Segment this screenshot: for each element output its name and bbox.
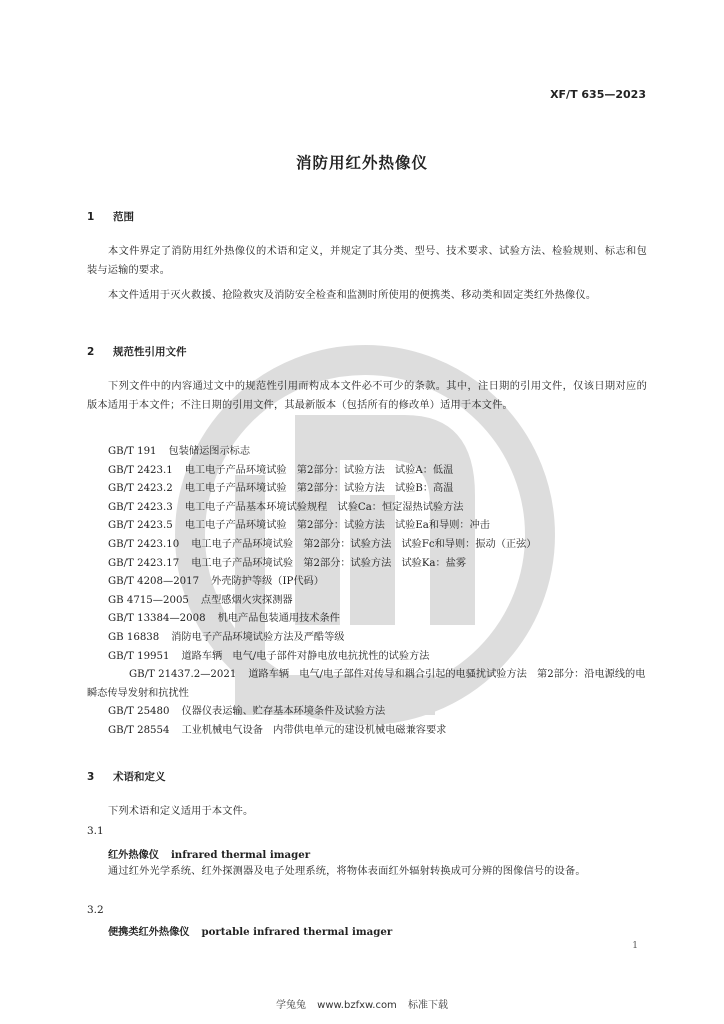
term-chinese: 红外热像仪 — [108, 850, 159, 861]
section-number: 2 — [87, 346, 95, 358]
term-number: 3.1 — [87, 825, 104, 837]
reference-item: GB/T 2423.3 电工电子产品基本环境试验规程 试验Ca：恒定湿热试验方法 — [108, 501, 464, 513]
term-english: portable infrared thermal imager — [201, 926, 393, 938]
normative-references-list — [87, 443, 653, 741]
term-number: 3.2 — [87, 904, 104, 916]
reference-item: GB/T 2423.2 电工电子产品环境试验 第2部分：试验方法 试验B：高温 — [108, 483, 454, 495]
section-3-paragraph-1: 下列术语和定义适用于本文件。 — [108, 806, 254, 817]
reference-item: GB/T 2423.17 电工电子产品环境试验 第2部分：试验方法 试验Ka：盐雾 — [108, 557, 467, 569]
term-english: infrared thermal imager — [170, 849, 311, 861]
term-heading — [108, 923, 392, 938]
section-title: 规范性引用文件 — [113, 346, 187, 358]
footer-site-name: 学兔兔 — [275, 1000, 306, 1011]
reference-item: GB/T 28554 工业机械电气设备 内带供电单元的建设机械电磁兼容要求 — [108, 724, 447, 736]
term-chinese: 便携类红外热像仪 — [108, 927, 190, 938]
reference-item: GB 4715—2005 点型感烟火灾探测器 — [108, 594, 293, 606]
section-2-paragraph-1: 下列文件中的内容通过文中的规范性引用而构成本文件必不可少的条款。其中，注日期的引用文件，仅该日期对应的版本适用于本文件；不注日期的引用文件，其最新版本（包括所有的修改单）适用于本文件。 — [87, 381, 647, 411]
reference-item: GB/T 2423.5 电工电子产品环境试验 第2部分：试验方法 试验Ea和导则：冲击 — [108, 520, 490, 532]
term-definition: 通过红外光学系统、红外探测器及电子处理系统，将物体表面红外辐射转换成可分辨的图像信号的设备。 — [108, 866, 586, 877]
section-1-paragraph-2: 本文件适用于灭火救援、抢险救灾及消防安全检查和监测时所使用的便携类、移动类和固定类红外热像仪。 — [108, 290, 597, 301]
reference-item: GB/T 191 包装储运图示标志 — [108, 446, 251, 457]
term-heading — [108, 846, 310, 861]
section-title: 范围 — [113, 211, 134, 223]
section-title: 术语和定义 — [113, 771, 166, 783]
section-1-heading — [87, 209, 134, 224]
reference-item: GB/T 25480 仪器仪表运输、贮存基本环境条件及试验方法 — [108, 706, 386, 718]
reference-item: GB/T 19951 道路车辆 电气/电子部件对静电放电抗扰性的试验方法 — [108, 650, 430, 662]
footer-slogan: 标准下载 — [408, 1000, 448, 1011]
section-number: 3 — [87, 771, 95, 783]
reference-item: GB/T 21437.2—2021 道路车辆 电气/电子部件对传导和耦合引起的电骚扰试验方法 第2部分：沿电源线的电瞬态传导发射和抗扰性 — [87, 669, 646, 699]
reference-item: GB/T 2423.10 电工电子产品环境试验 第2部分：试验方法 试验Fc和导则：振动（正弦） — [108, 538, 537, 550]
section-3-heading — [87, 769, 166, 784]
section-number: 1 — [87, 211, 95, 223]
reference-item: GB/T 4208—2017 外壳防护等级（IP代码） — [108, 576, 324, 588]
page-number: 1 — [632, 941, 638, 951]
section-2-heading — [87, 344, 187, 359]
document-title: 消防用红外热像仪 — [295, 154, 428, 172]
footer-url[interactable]: www.bzfxw.com — [317, 1000, 397, 1011]
reference-item: GB/T 2423.1 电工电子产品环境试验 第2部分：试验方法 试验A：低温 — [108, 464, 454, 476]
reference-item: GB/T 13384—2008 机电产品包装通用技术条件 — [108, 613, 340, 625]
standard-code: XF/T 635—2023 — [550, 88, 646, 101]
section-1-paragraph-1: 本文件界定了消防用红外热像仪的术语和定义，并规定了其分类、型号、技术要求、试验方法、检验规则、标志和包装与运输的要求。 — [87, 246, 647, 276]
reference-item: GB 16838 消防电子产品环境试验方法及严酷等级 — [108, 631, 345, 643]
footer-banner — [0, 996, 724, 1011]
